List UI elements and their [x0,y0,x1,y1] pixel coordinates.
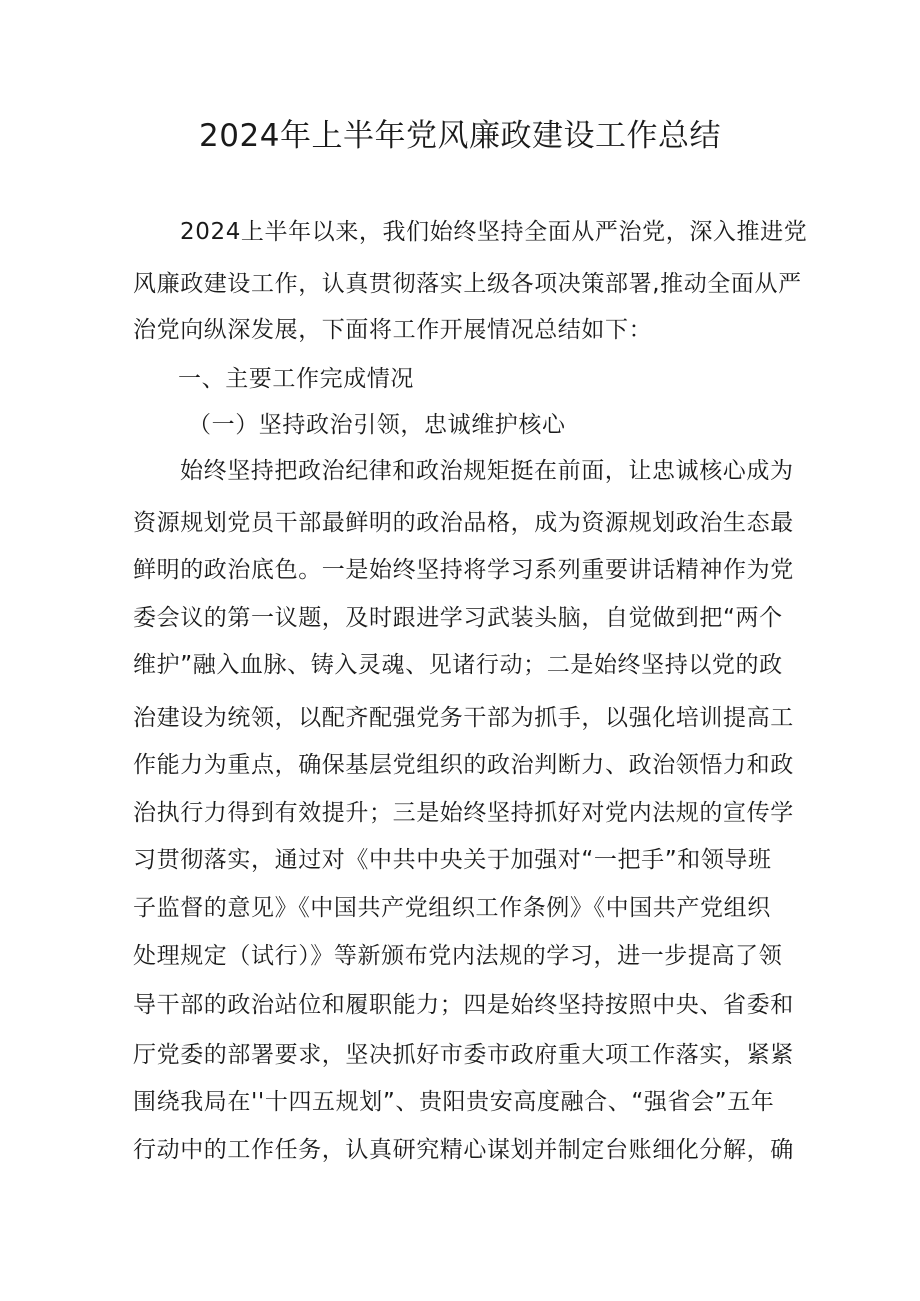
paragraph-line: 治党向纵深发展，下面将工作开展情况总结如下： [133,317,653,343]
paragraph-line: 资源规划党员干部最鲜明的政治品格，成为资源规划政治生态最 [133,510,794,536]
paragraph-line: 厅党委的部署要求，坚决抓好市委市政府重大项工作落实，紧紧 [133,1042,794,1068]
paragraph-line: 治执行力得到有效提升；三是始终坚持抓好对党内法规的宣传学 [133,800,794,826]
paragraph-line: 鲜明的政治底色。一是始终坚持将学习系列重要讲话精神作为党 [133,557,794,583]
paragraph-line: 导干部的政治站位和履职能力；四是始终坚持按照中央、省委和 [133,992,794,1018]
paragraph-line: 委会议的第一议题，及时跟进学习武装头脑，自觉做到把“两个 [133,605,783,631]
section-heading: 一、主要工作完成情况 [178,366,414,392]
paragraph-line: 习贯彻落实，通过对《中共中央关于加强对“一把手”和领导班 [133,847,772,873]
paragraph-line: 始终坚持把政治纪律和政治规矩挺在前面，让忠诚核心成为 [180,458,794,484]
paragraph-line: 作能力为重点，确保基层党组织的政治判断力、政治领悟力和政 [133,752,794,778]
paragraph-line: 围绕我局在''十四五规划”、贵阳贵安高度融合、“强省会”五年 [133,1089,775,1115]
paragraph-line: 行动中的工作任务，认真研究精心谋划并制定台账细化分解，确 [133,1137,794,1163]
paragraph-line: 2024上半年以来，我们始终坚持全面从严治党，深入推进党 [180,219,808,245]
paragraph-line: 治建设为统领，以配齐配强党务干部为抓手，以强化培训提高工 [133,705,794,731]
paragraph-line: 维护”融入血脉、铸入灵魂、见诸行动；二是始终坚持以党的政 [133,652,783,678]
paragraph-line: 处理规定（试行）》等新颁布党内法规的学习，进一步提高了领 [133,943,783,969]
document-title: 2024年上半年党风廉政建设工作总结 [199,118,721,154]
paragraph-line: 风廉政建设工作，认真贯彻落实上级各项决策部署,推动全面从严 [133,271,802,297]
subsection-heading: （一）坚持政治引领，忠诚维护核心 [188,412,566,438]
paragraph-line: 子监督的意见》《中国共产党组织工作条例》《中国共产党组织 [133,895,771,921]
